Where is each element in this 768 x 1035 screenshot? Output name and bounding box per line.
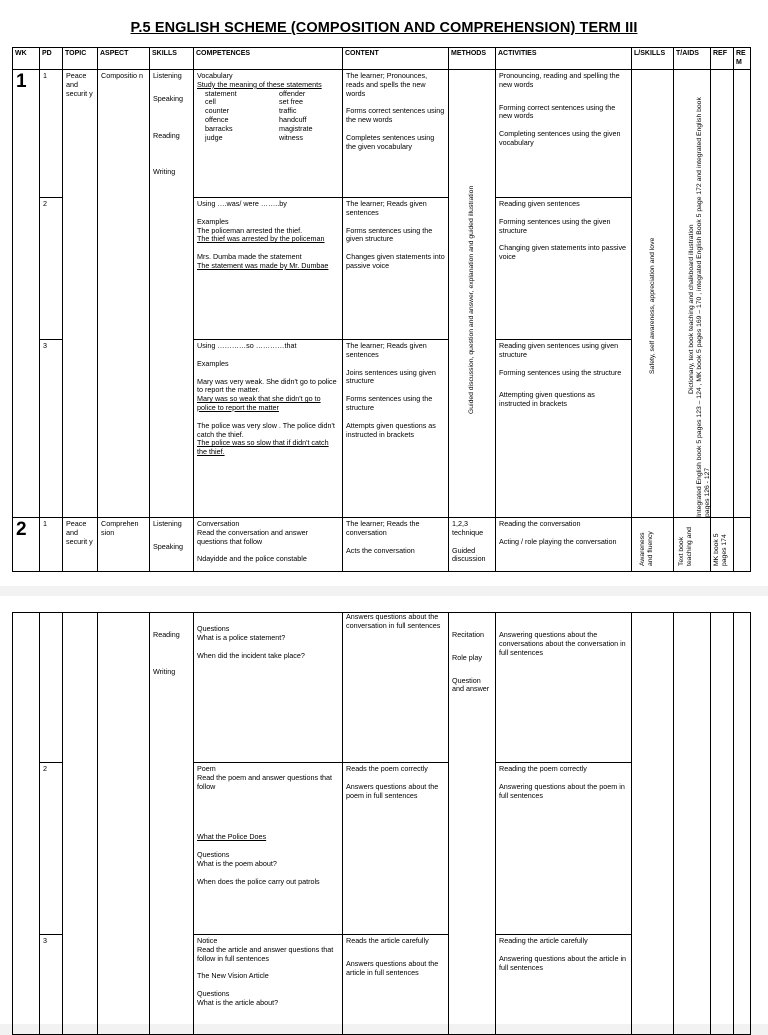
comp-line: The statement was made by Mr. Dumbae <box>197 260 329 270</box>
activity-line: Answering questions about the article in full sentences <box>499 953 627 972</box>
competences-cell <box>194 70 343 198</box>
content-line: Completes sentences using the given vocabulary <box>346 132 435 151</box>
period-number: 2 <box>40 198 63 340</box>
activities-cell <box>496 763 632 935</box>
comp-line: What is the poem about? <box>197 858 277 868</box>
document-title: P.5 ENGLISH SCHEME (COMPOSITION AND COMPREHENSION) TERM III <box>130 20 638 36</box>
week1-period1-row <box>13 70 751 198</box>
header-skills: SKILLS <box>150 48 194 70</box>
content-cell <box>343 70 449 198</box>
method-line: 1,2,3 technique <box>452 519 484 537</box>
ref-text: MK book 5 pages 174 <box>713 533 729 567</box>
comp-line: Ndayidde and the police constable <box>197 554 307 564</box>
method-line: Question and answer <box>452 675 490 694</box>
comp-line: The New Vision Article <box>197 971 269 981</box>
activity-line: Reading the poem correctly <box>499 764 587 773</box>
topic-cell: Peace and securit y <box>63 518 98 572</box>
aspect-cell: Compositio n <box>98 70 150 518</box>
period-number: 2 <box>40 763 63 935</box>
content-line: Forms correct sentences using the new words <box>346 106 445 125</box>
activities-cell <box>496 70 632 198</box>
competences-cell <box>194 340 343 518</box>
header-competences: COMPETENCES <box>194 48 343 70</box>
comp-line: Mary was very weak. She didn't go to police to report the matter. <box>197 376 337 395</box>
comp-line: Questions <box>197 624 230 633</box>
taids-cell-empty <box>674 613 711 1035</box>
taids-text: Text book teaching and <box>678 527 694 567</box>
scheme-table-continued <box>12 612 751 1035</box>
vocab-word: barracks <box>205 123 233 133</box>
taids-cell <box>674 518 711 572</box>
activity-line: Attempting given questions as instructed in brackets <box>499 390 595 409</box>
header-methods: METHODS <box>449 48 496 70</box>
topic-cell: Peace and securit y <box>63 70 98 518</box>
content-cell <box>343 518 449 572</box>
remarks-cell <box>734 70 751 518</box>
comp-line: Using …………so …………that <box>197 341 297 351</box>
skill: Reading <box>153 130 180 140</box>
content-line: Acts the conversation <box>346 545 415 555</box>
comp-line: When did the incident take place? <box>197 650 305 660</box>
topic-cell-empty <box>63 613 98 1035</box>
competences-cell <box>194 763 343 935</box>
content-line: The learner; Reads given sentences <box>346 341 427 359</box>
activity-line: Forming sentences using the given structure <box>499 216 611 235</box>
vocab-word: statement <box>205 88 237 98</box>
content-line: The learner; Pronounces, reads and spells the new words <box>346 71 428 98</box>
vocab-word: traffic <box>279 106 297 116</box>
ref-cell <box>696 70 734 518</box>
header-content: CONTENT <box>343 48 449 70</box>
comp-line: Notice <box>197 936 218 945</box>
skill: Listening <box>153 71 182 81</box>
lskills-cell-empty <box>632 613 674 1035</box>
content-cell <box>343 198 449 340</box>
comp-line: Examples <box>197 358 229 368</box>
skill: Writing <box>153 666 176 676</box>
week2-period1-continued-row <box>13 613 751 763</box>
ref-cell <box>711 518 734 572</box>
content-line: Answers questions about the article in full sentences <box>346 958 439 977</box>
content-line: The learner; Reads the conversation <box>346 519 420 537</box>
content-line: Reads the poem correctly <box>346 764 428 773</box>
skill: Speaking <box>153 93 183 103</box>
comp-line: Mrs. Dumba made the statement <box>197 252 302 262</box>
content-line: Changes given statements into passive voice <box>346 252 445 270</box>
skills-cell <box>150 613 194 1035</box>
competences-cell <box>194 613 343 763</box>
week-number: 2 <box>13 518 40 572</box>
content-line: Attempts given questions as instructed in brackets <box>346 420 436 439</box>
activities-cell <box>496 613 632 763</box>
activity-line: Reading given sentences <box>499 199 580 209</box>
comp-line: When does the police carry out patrols <box>197 876 320 886</box>
activity-line: Reading the article carefully <box>499 936 588 945</box>
comp-line: What is a police statement? <box>197 632 286 642</box>
method-line: Role play <box>452 652 482 662</box>
activity-line: Forming sentences using the structure <box>499 367 622 377</box>
activities-cell <box>496 518 632 572</box>
content-line: Forms sentences using the given structure <box>346 225 433 244</box>
comp-line: What the Police Does <box>197 832 267 842</box>
skill: Speaking <box>153 541 183 551</box>
header-taids: T/AIDS <box>674 48 711 70</box>
period-number: 3 <box>40 935 63 1035</box>
activities-cell <box>496 340 632 518</box>
vocab-word: magistrate <box>279 123 313 133</box>
aspect-cell: Comprehen sion <box>98 518 150 572</box>
activity-line: Reading the conversation <box>499 519 581 529</box>
header-lskills: L/SKILLS <box>632 48 674 70</box>
period-number: 1 <box>40 70 63 198</box>
header-wk: WK <box>13 48 40 70</box>
activity-line: Completing sentences using the given vocabulary <box>499 129 621 147</box>
period-number: 1 <box>40 518 63 572</box>
activity-line: Answering questions about the conversations about the conversation in full sentences <box>499 630 626 657</box>
header-rem: RE M <box>734 48 751 70</box>
comp-line: Read the article and answer questions that follow in full sentences <box>197 944 334 963</box>
methods-cell <box>449 70 496 518</box>
remarks-cell-empty <box>734 613 751 1035</box>
vocab-list <box>197 90 339 143</box>
activities-cell <box>496 198 632 340</box>
content-cell <box>343 763 449 935</box>
activity-line: Reading given sentences using given structure <box>499 341 619 359</box>
competences-cell <box>194 518 343 572</box>
content-line: Answers questions about the poem in full sentences <box>346 781 439 800</box>
comp-line: The thief was arrested by the policeman <box>197 234 325 244</box>
activity-line: Answering questions about the poem in full sentences <box>499 781 625 800</box>
content-cell: Answers questions about the conversation in full sentences <box>343 613 449 763</box>
comp-line: Read the poem and answer questions that follow <box>197 772 333 791</box>
vocab-word: counter <box>205 106 229 116</box>
header-pd: PD <box>40 48 63 70</box>
methods-cell <box>449 613 496 1035</box>
period-number-empty <box>40 613 63 763</box>
vocab-word: offence <box>205 114 229 124</box>
activity-line: Pronouncing, reading and spelling the new words <box>499 71 620 89</box>
taids-text: Dictionary, text book teaching and chalkboard illustration <box>688 224 695 394</box>
lskills-cell <box>632 70 674 518</box>
activities-cell <box>496 935 632 1035</box>
method-line: Guided discussion <box>452 545 486 564</box>
period-number: 3 <box>40 340 63 518</box>
header-ref: REF <box>711 48 734 70</box>
comp-title: Vocabulary <box>197 71 233 81</box>
header-topic: TOPIC <box>63 48 98 70</box>
vocab-word: cell <box>205 97 216 107</box>
comp-line: Questions <box>197 850 230 860</box>
lskills-cell <box>632 518 674 572</box>
skill: Reading <box>153 630 180 639</box>
lskills-text: Awareness and fluency <box>638 531 654 567</box>
content-line: Forms sentences using the structure <box>346 394 433 412</box>
skills-cell <box>150 518 194 572</box>
comp-line: Examples <box>197 216 229 226</box>
competences-cell <box>194 198 343 340</box>
vocab-word: handcuff <box>279 114 307 124</box>
comp-line: The police was very slow . The police didn't catch the thief. <box>197 420 335 439</box>
skill: Writing <box>153 167 176 177</box>
scheme-table <box>12 47 751 572</box>
comp-line: Questions <box>197 989 230 999</box>
content-line: Reads the article carefully <box>346 936 429 945</box>
comp-line: Using ….was/ were ……..by <box>197 199 287 209</box>
aspect-cell-empty <box>98 613 150 1035</box>
content-line: Joins sentences using given structure <box>346 367 436 386</box>
activity-line: Acting / role playing the conversation <box>499 536 617 546</box>
methods-text: Guided discussion, question and answer, explanation and guided illustration <box>468 185 475 414</box>
skills-cell <box>150 70 194 518</box>
competences-cell <box>194 935 343 1035</box>
ref-cell-empty <box>711 613 734 1035</box>
content-cell <box>343 340 449 518</box>
week2-period1-row <box>13 518 751 572</box>
week-number-empty <box>13 613 40 1035</box>
comp-line: Poem <box>197 764 216 773</box>
activity-line: Changing given statements into passive voice <box>499 243 627 262</box>
method-line: Recitation <box>452 630 484 639</box>
header-row <box>13 48 751 70</box>
comp-line: Read the conversation and answer questions that follow <box>197 527 309 546</box>
remarks-cell <box>734 518 751 572</box>
comp-line: Mary was so weak that she didn't go to police to report the matter <box>197 394 321 412</box>
comp-line: The policeman arrested the thief. <box>197 225 303 235</box>
comp-instruction: Study the meaning of these statements <box>197 79 322 89</box>
header-activities: ACTIVITIES <box>496 48 632 70</box>
vocab-word: set free <box>279 97 303 107</box>
vocab-word: judge <box>205 132 223 142</box>
vocab-word: witness <box>279 132 303 142</box>
lskills-text: Safety, self awareness, appreciation and love <box>648 237 656 374</box>
header-aspect: ASPECT <box>98 48 150 70</box>
week-number: 1 <box>13 70 40 518</box>
ref-text: Integrated English book 5 pages 123 – 124 , MK book 5 pages 169 – 170 , integrated English Book 5 page 172 and integrated English book pages 126 - 127 <box>696 97 712 518</box>
vocab-word: offender <box>279 88 306 98</box>
content-line: The learner; Reads given sentences <box>346 199 427 217</box>
skill: Listening <box>153 519 182 529</box>
methods-cell <box>449 518 496 572</box>
activity-line: Forming correct sentences using the new words <box>499 102 616 121</box>
content-cell <box>343 935 449 1035</box>
comp-line: The police was so slow that if didn't catch the thief. <box>197 438 329 457</box>
comp-line: Conversation <box>197 519 240 529</box>
comp-line: What is the article about? <box>197 997 279 1007</box>
